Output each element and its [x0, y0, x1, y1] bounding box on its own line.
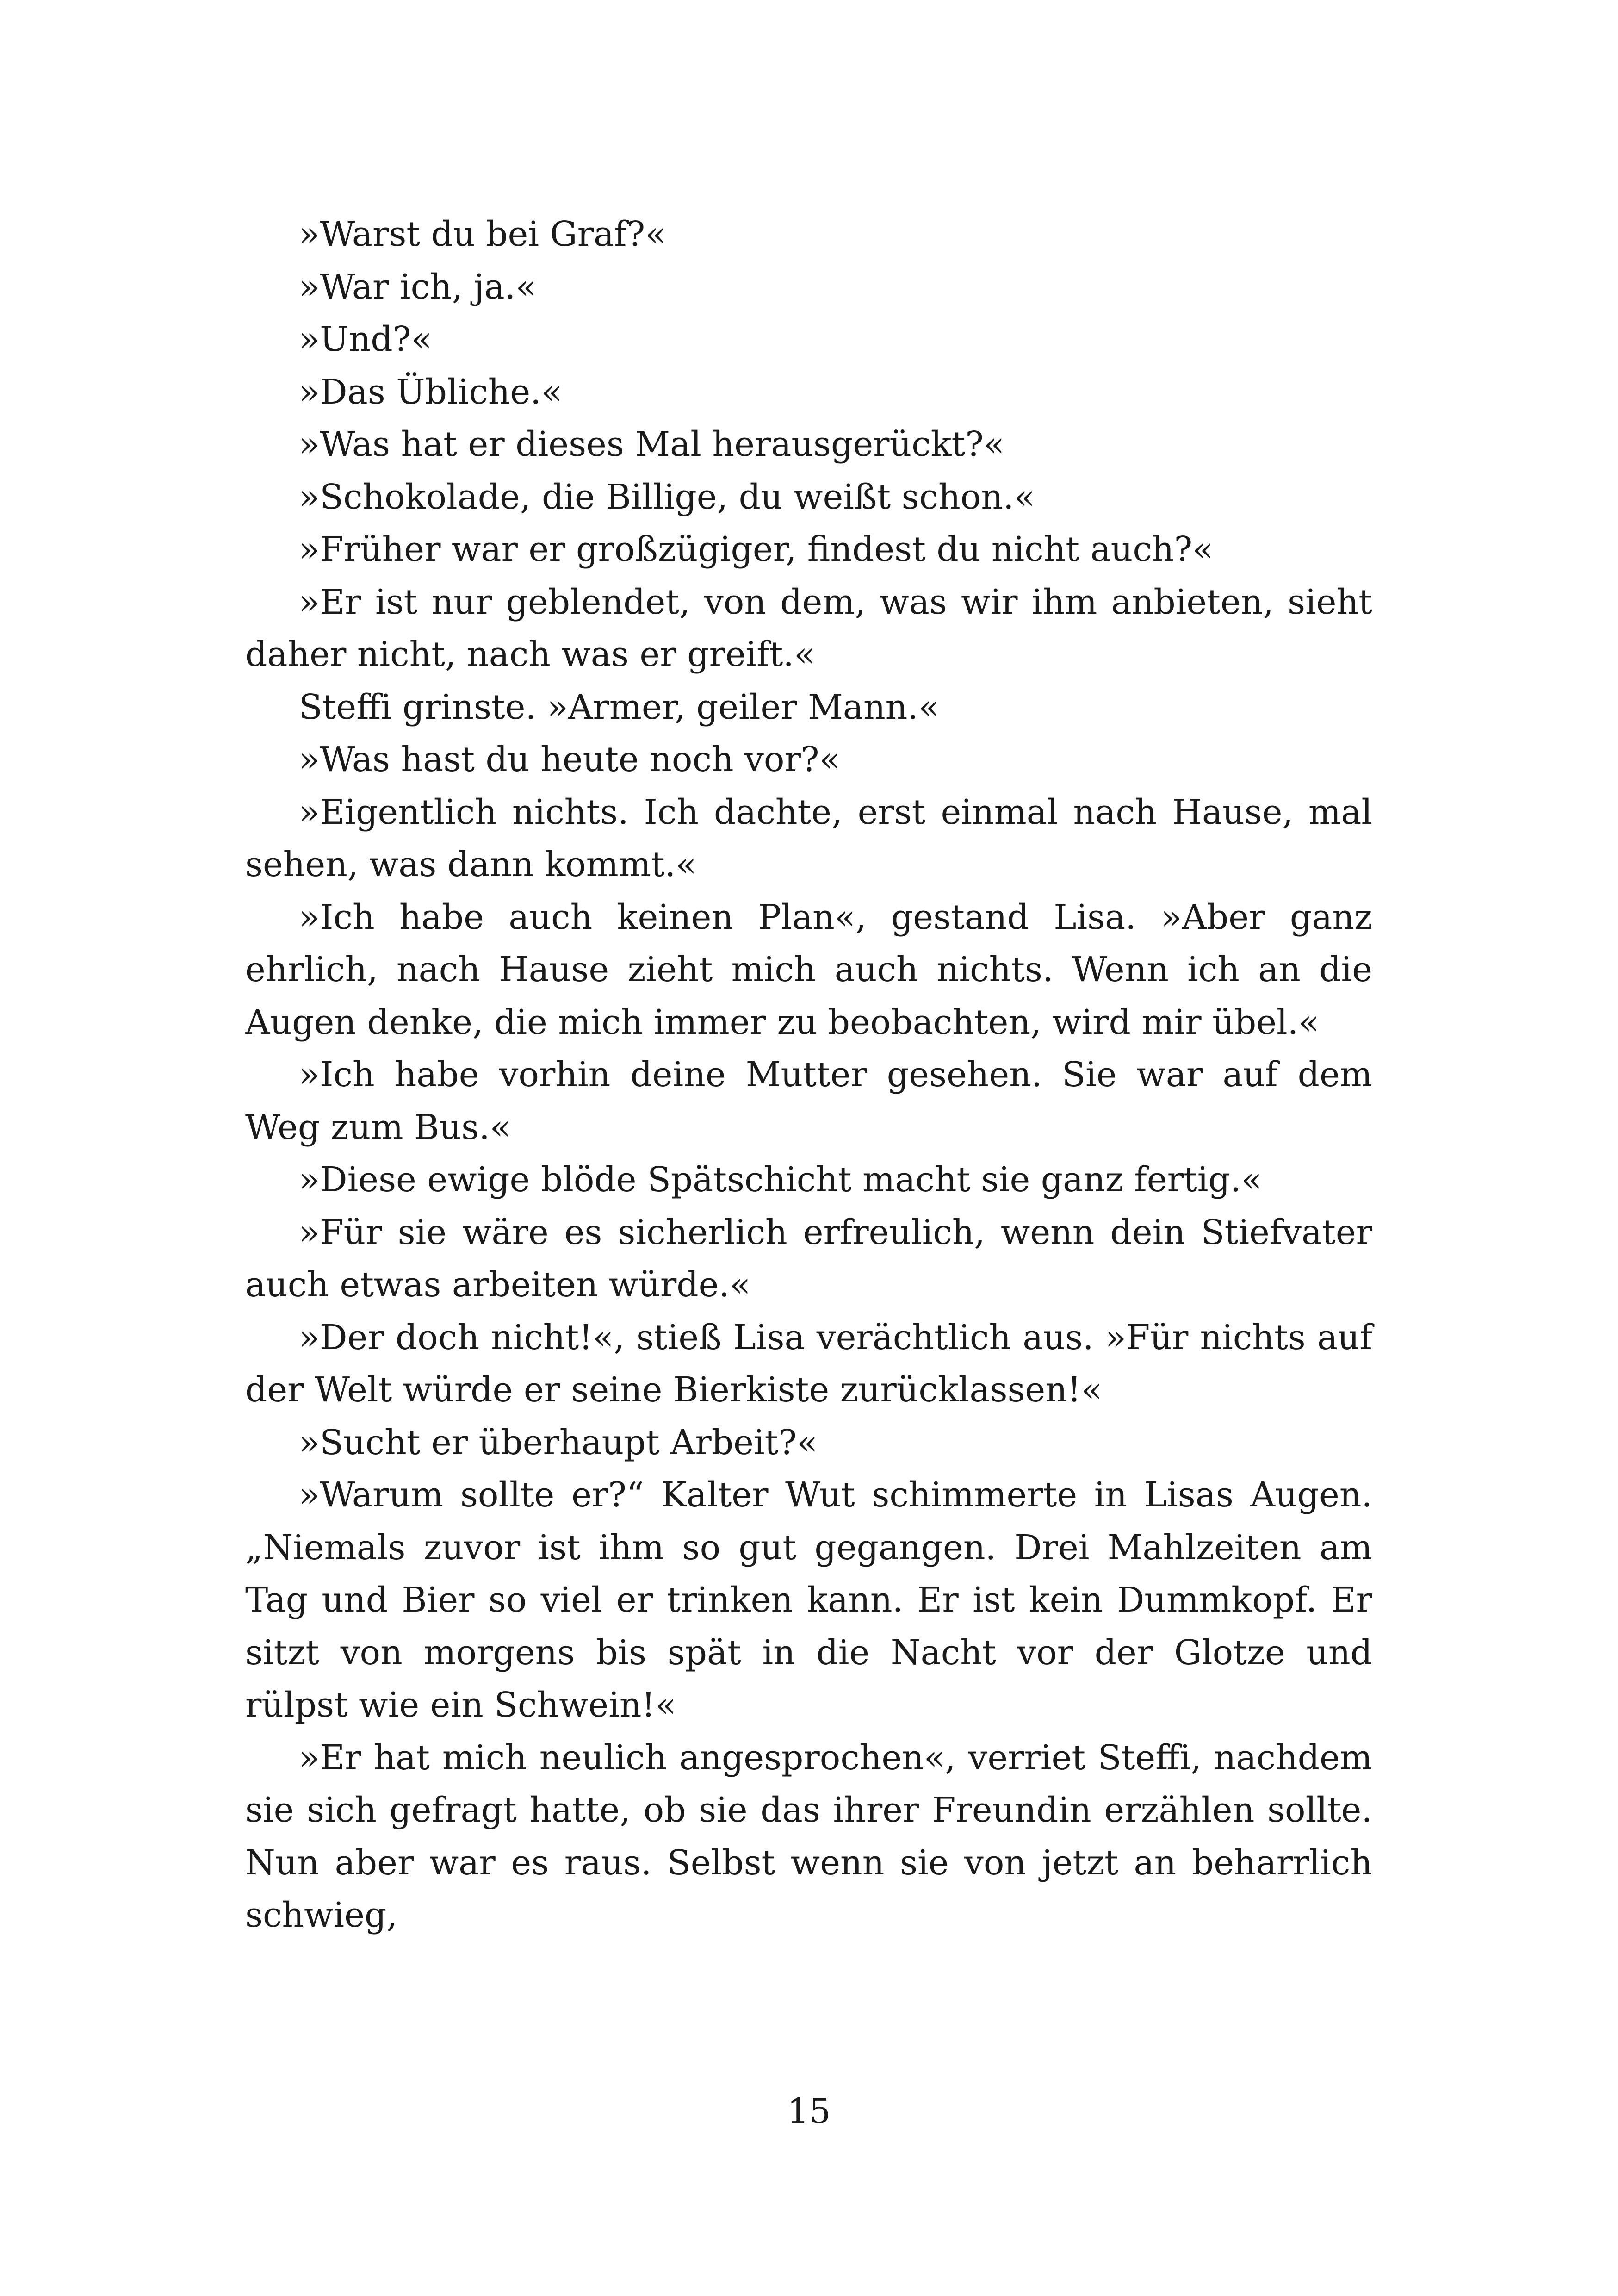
paragraph: »Warst du bei Graf?« — [299, 214, 666, 254]
paragraph: »Ich habe vorhin deine Mutter gesehen. Sie war auf dem Weg zum Bus.« — [245, 1055, 1372, 1147]
paragraph: »Für sie wäre es sicherlich erfreulich, wenn dein Stiefvater auch etwas arbeiten würde.« — [245, 1212, 1372, 1305]
body-text — [245, 208, 1372, 1942]
paragraph: »Was hat er dieses Mal herausgerückt?« — [299, 424, 1005, 464]
paragraph: »Ich habe auch keinen Plan«, gestand Lisa. »Aber ganz ehrlich, nach Hause zieht mich auch nichts. Wenn ich an die Augen denke, die mich immer zu beobachten, wird mir übel.« — [245, 897, 1372, 1042]
paragraph: »Diese ewige blöde Spätschicht macht sie ganz fertig.« — [299, 1160, 1262, 1200]
page-number: 15 — [787, 2091, 831, 2131]
paragraph: »Schokolade, die Billige, du weißt schon.« — [299, 477, 1035, 517]
paragraph: Steffi grinste. »Armer, geiler Mann.« — [299, 687, 940, 727]
paragraph: »Sucht er überhaupt Arbeit?« — [299, 1422, 818, 1462]
paragraph: »Er ist nur geblendet, von dem, was wir ihm anbieten, sieht daher nicht, nach was er greift.« — [245, 582, 1372, 674]
paragraph: »Was hast du heute noch vor?« — [299, 740, 840, 779]
paragraph: »Der doch nicht!«, stieß Lisa verächtlich aus. »Für nichts auf der Welt würde er seine Bierkiste zurücklassen!« — [245, 1317, 1372, 1410]
paragraph: »Das Übliche.« — [299, 372, 562, 412]
paragraph: »Er hat mich neulich angesprochen«, verriet Steffi, nachdem sie sich gefragt hatte, ob sie das ihrer Freundin erzählen sollte. Nun aber war es raus. Selbst wenn sie von jetzt an beharrlich schwieg, — [245, 1737, 1372, 1935]
paragraph: »Und?« — [299, 319, 432, 359]
paragraph: »Warum sollte er?“ Kalter Wut schimmerte in Lisas Augen. „Niemals zuvor ist ihm so gut gegangen. Drei Mahlzeiten am Tag und Bier so viel er trinken kann. Er ist kein Dummkopf. Er sitzt von morgens bis spät in die Nacht vor der Glotze und rülpst wie ein Schwein!« — [245, 1475, 1372, 1725]
paragraph: »Eigentlich nichts. Ich dachte, erst einmal nach Hause, mal sehen, was dann kommt.« — [245, 792, 1372, 884]
paragraph: »Früher war er großzügiger, findest du nicht auch?« — [299, 529, 1214, 569]
paragraph: »War ich, ja.« — [299, 267, 537, 307]
